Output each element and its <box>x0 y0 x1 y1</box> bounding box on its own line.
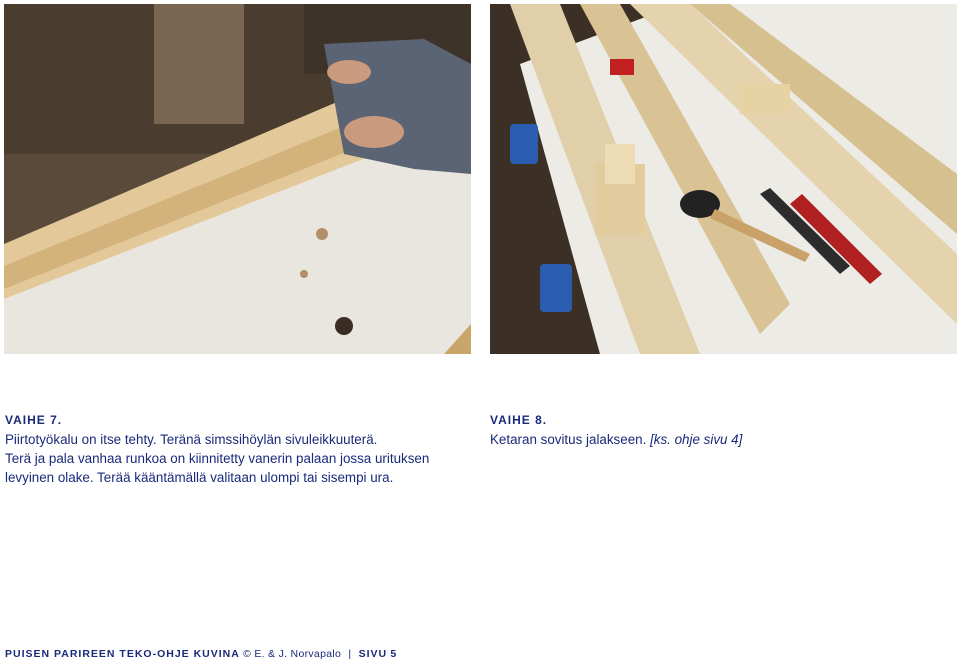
page-footer <box>5 648 397 660</box>
step-7-text <box>5 430 475 487</box>
step-7-caption <box>5 413 475 487</box>
step-8-text <box>490 430 950 449</box>
step-8-description: Ketaran sovitus jalakseen. <box>490 432 647 447</box>
step-7-title: VAIHE 7. <box>5 413 63 427</box>
photo-marking-tool <box>4 4 471 354</box>
step-7-line: Terä ja pala vanhaa runkoa on kiinnitetty vanerin palaan jossa urituksen <box>5 451 430 466</box>
footer-authors: © E. & J. Norvapalo <box>243 648 342 660</box>
photo-runner-fitting-image <box>490 4 957 354</box>
step-8-reference: [ks. ohje sivu 4] <box>650 432 743 447</box>
photo-marking-tool-image <box>4 4 471 354</box>
footer-page-number: 5 <box>390 648 398 660</box>
step-7-line: levyinen olake. Terää kääntämällä valitaan ulompi tai sisempi ura. <box>5 470 394 485</box>
step-8-title: VAIHE 8. <box>490 413 548 427</box>
footer-page-label: SIVU <box>358 648 388 660</box>
step-8-caption <box>490 413 950 449</box>
footer-brand: PUISEN PARIREEN TEKO-OHJE KUVINA <box>5 648 240 660</box>
photo-runner-fitting <box>490 4 957 354</box>
footer-separator: | <box>348 648 352 660</box>
step-7-line: Piirtotyökalu on itse tehty. Teränä simssihöylän sivuleikkuuterä. <box>5 432 378 447</box>
